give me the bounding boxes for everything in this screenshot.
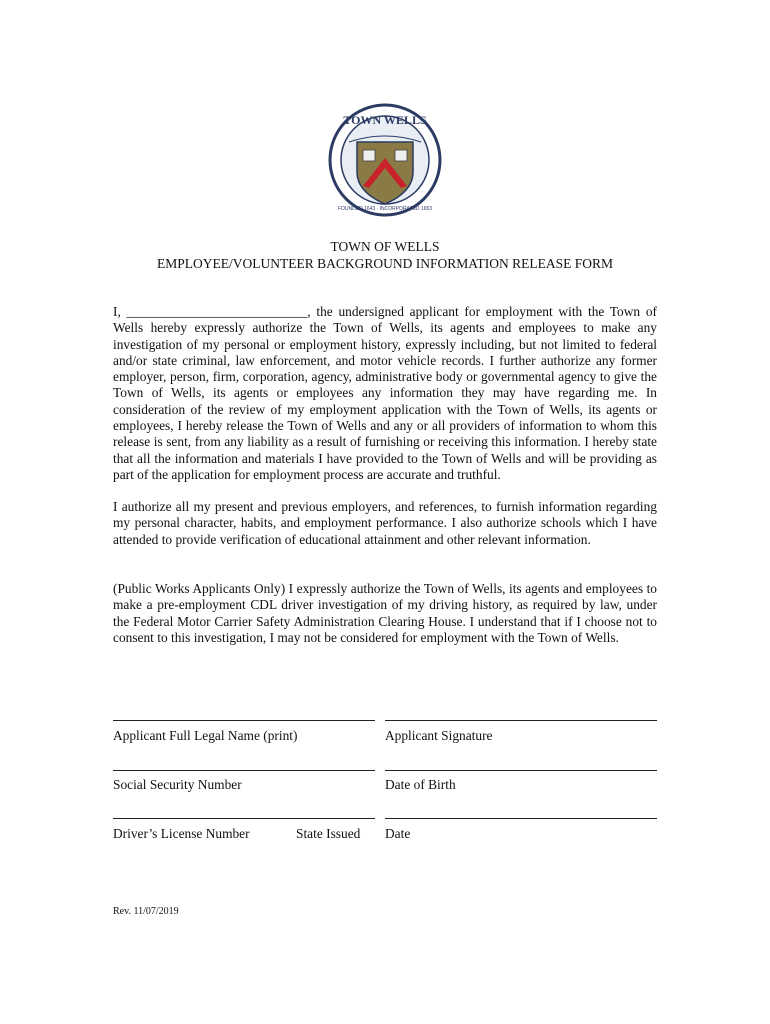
dob-line[interactable] — [385, 770, 657, 771]
svg-text:FOUNDED 1643 · INCORPORATED 16: FOUNDED 1643 · INCORPORATED 1653 — [337, 206, 433, 212]
signature-label: Applicant Signature — [385, 728, 493, 743]
town-seal-logo — [327, 100, 443, 218]
name-print-line[interactable] — [113, 720, 375, 721]
state-issued-label: State Issued — [296, 826, 361, 841]
ssn-label: Social Security Number — [113, 777, 242, 792]
form-title: EMPLOYEE/VOLUNTEER BACKGROUND INFORMATION RELEASE FORM — [156, 256, 613, 271]
signature-line[interactable] — [385, 720, 657, 721]
form-org-title: TOWN OF WELLS — [330, 239, 440, 254]
ssn-line[interactable] — [113, 770, 375, 771]
dob-label: Date of Birth — [385, 777, 456, 792]
date-label: Date — [385, 826, 411, 841]
date-line[interactable] — [385, 818, 657, 819]
cdl-paragraph: (Public Works Applicants Only) I expressly authorize the Town of Wells, its agents and employees to make a pre-employment CDL driver investigation of my driving history, as required by law, under the Federal Motor Carrier Safety Administration Clearing House. I understand that if I choose not to consent to this investigation, I may not be considered for employment with the Town of Wells. — [113, 581, 657, 645]
release-paragraph: I, ___________________________, the undersigned applicant for employment with the Town of Wells hereby expressly authorize the Town of Wells, its agents and employees to make any investigation of my personal or employment history, expressly including, but not limited to federal and/or state criminal, law enforcement, and motor vehicle records. I further authorize any former employer, person, firm, corporation, agency, administrative body or governmental agency to give the Town of Wells, its agents or employees any information they may have regarding me. In consideration of the review of my employment application with the Town of Wells, its agents or employees, I hereby release the Town of Wells and any or all providers of information to whom this release is sent, from any liability as a result of furnishing or receiving this information. I hereby state that all the information and materials I have provided to the Town of Wells and will be providing as part of the application for employment process are accurate and truthful. — [113, 304, 657, 482]
license-label: Driver’s License Number — [113, 826, 250, 841]
revision-date: Rev. 11/07/2019 — [113, 906, 179, 917]
svg-text:TOWN WELLS: TOWN WELLS — [343, 113, 427, 127]
name-print-label: Applicant Full Legal Name (print) — [113, 728, 298, 743]
license-line[interactable] — [113, 818, 375, 819]
references-paragraph: I authorize all my present and previous employers, and references, to furnish information regarding my personal character, habits, and employment performance. I also authorize schools which I have attended to provide verification of educational attainment and other relevant information. — [113, 499, 657, 547]
